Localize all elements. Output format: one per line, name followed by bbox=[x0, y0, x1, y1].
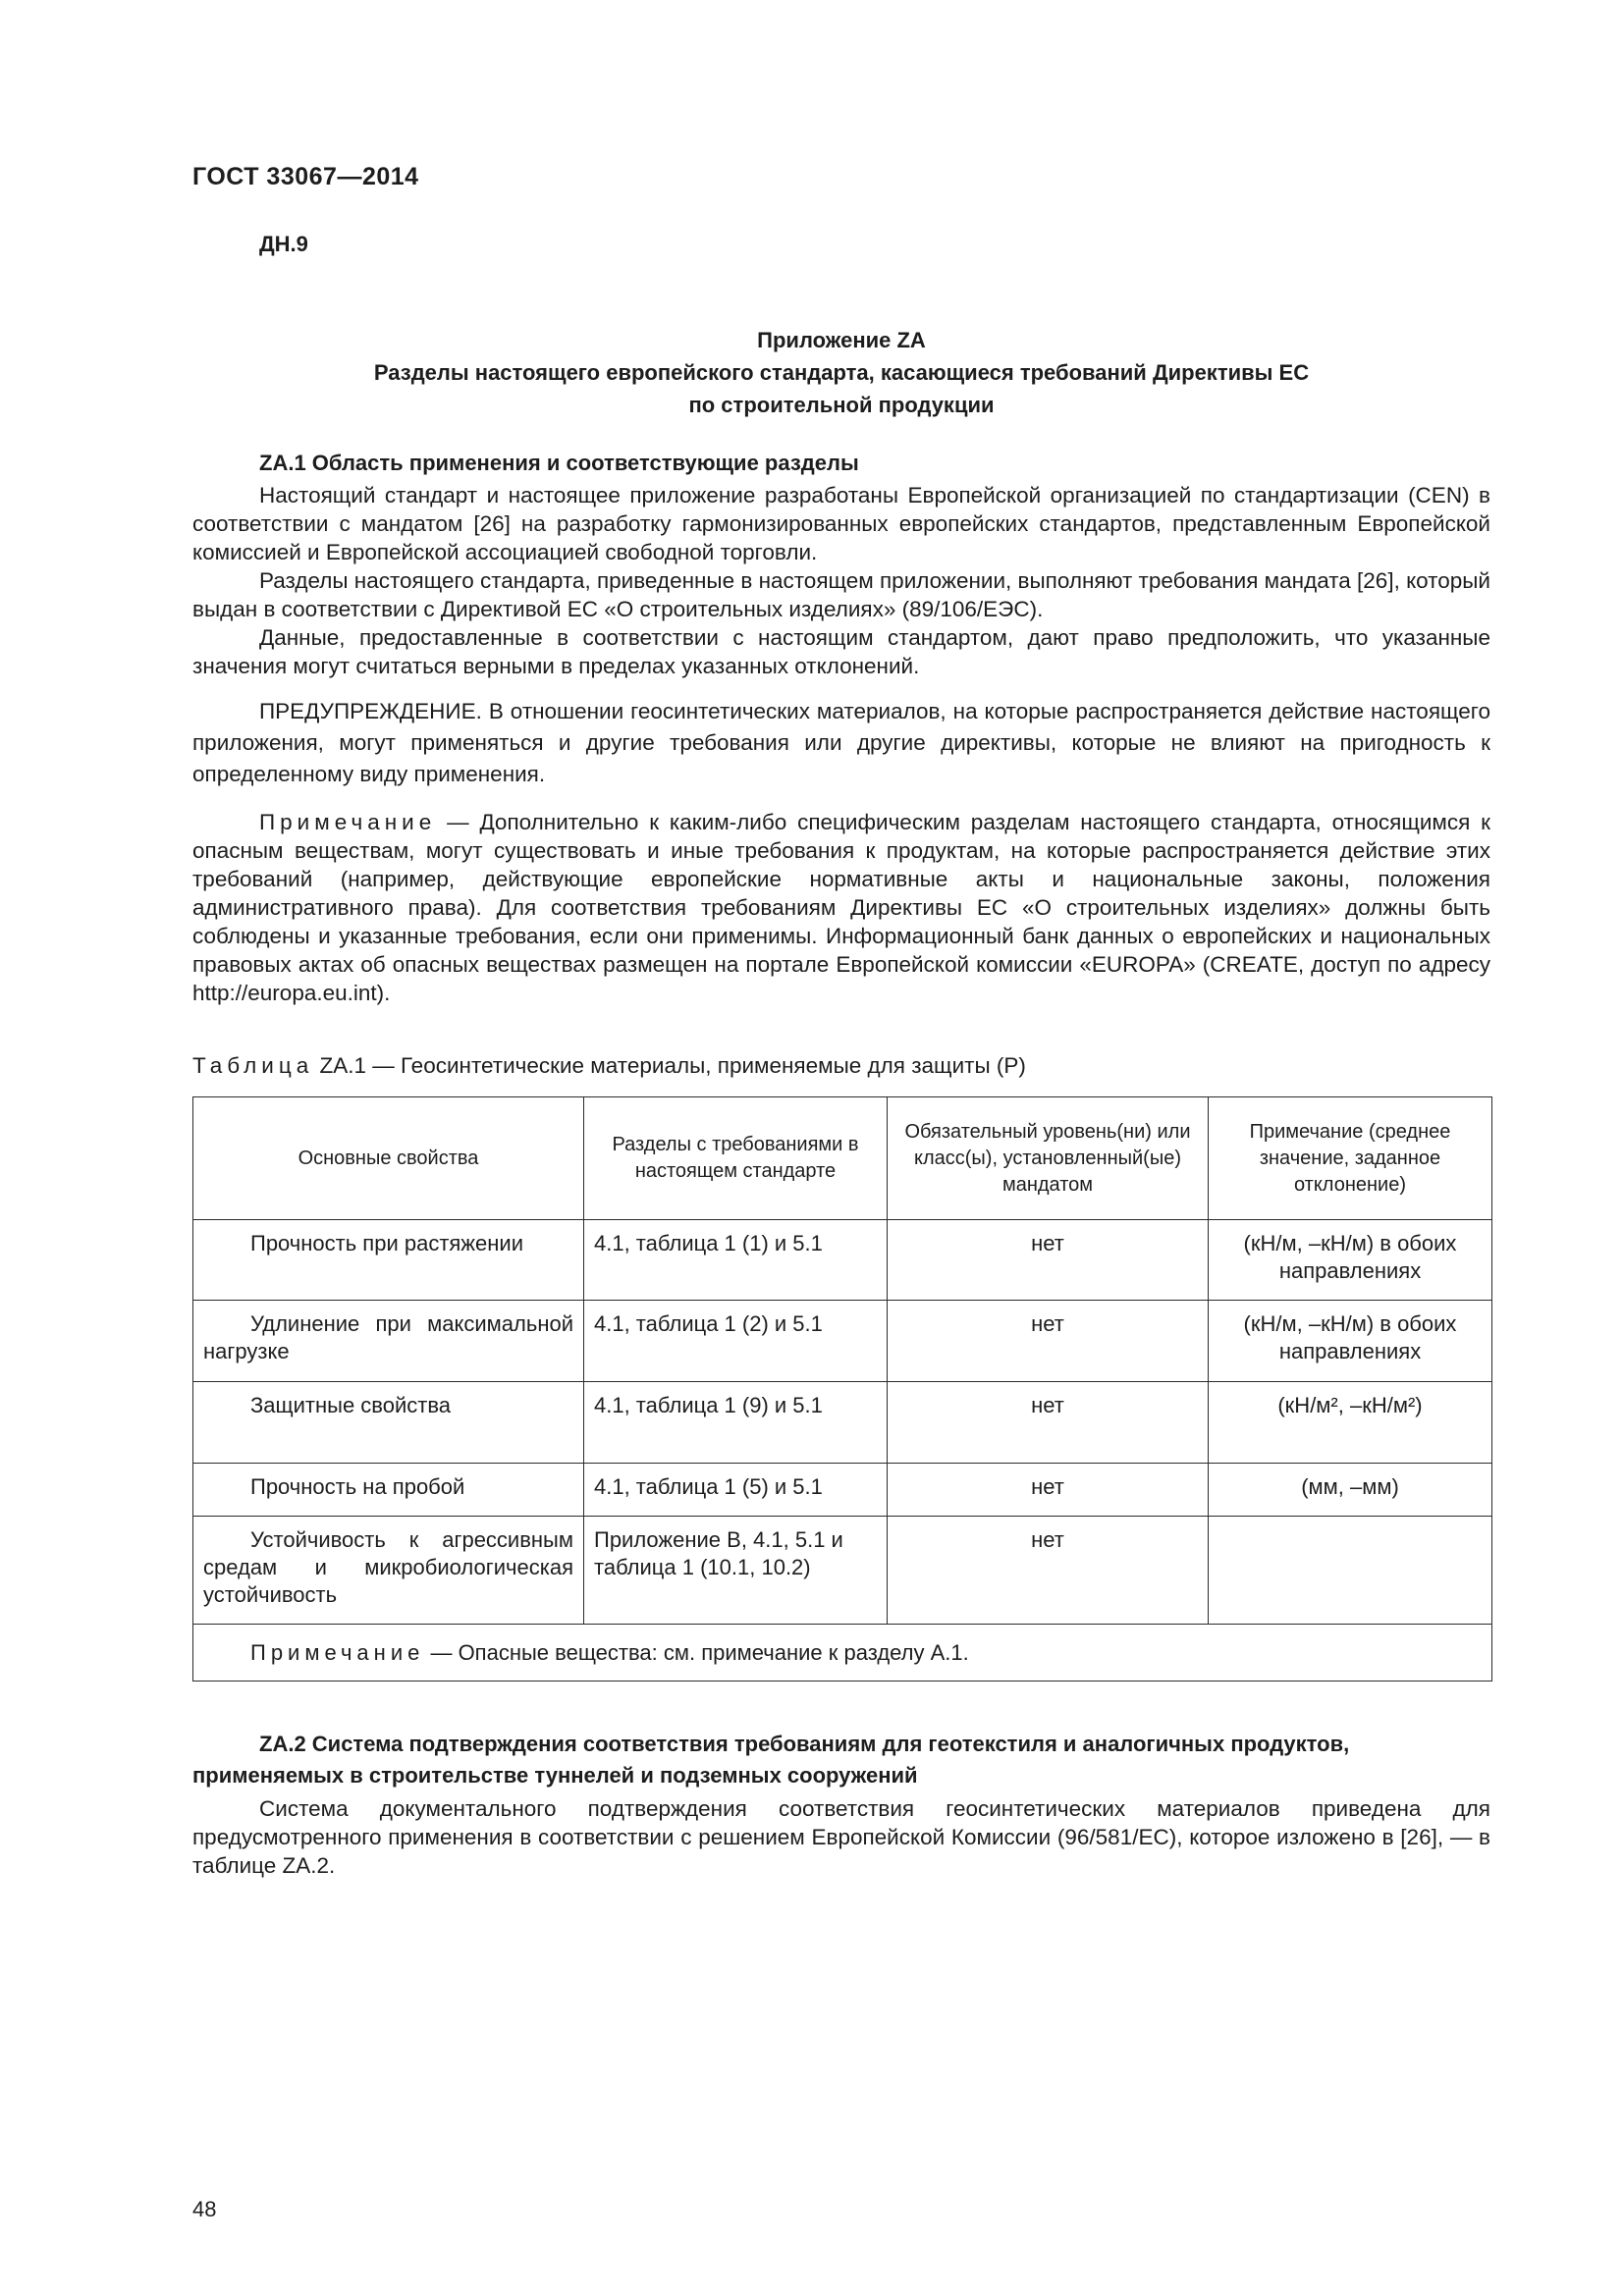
level-cell: нет bbox=[888, 1382, 1209, 1464]
annex-subtitle-1: Разделы настоящего европейского стандарта, касающиеся требований Директивы ЕС bbox=[373, 360, 1310, 385]
annex-subtitle-2: по строительной продукции bbox=[688, 393, 995, 417]
property-cell: Устойчивость к агрессивным средам и микробиологическая устойчивость bbox=[193, 1517, 584, 1625]
za2-body bbox=[192, 1794, 1490, 1880]
properties-table bbox=[192, 1096, 1492, 1682]
sections-cell: 4.1, таблица 1 (1) и 5.1 bbox=[584, 1220, 888, 1301]
property-cell: Прочность на пробой bbox=[193, 1464, 584, 1517]
level-cell: нет bbox=[888, 1464, 1209, 1517]
annex-title-block bbox=[192, 324, 1490, 421]
za2-heading-line-2: применяемых в строительстве туннелей и подземных сооружений bbox=[192, 1763, 918, 1788]
table-caption bbox=[192, 1053, 1026, 1079]
za1-heading: ZA.1 Область применения и соответствующие разделы bbox=[259, 451, 859, 475]
property-cell: Удлинение при максимальной нагрузке bbox=[193, 1301, 584, 1382]
za1-paragraph-1: Настоящий стандарт и настоящее приложение разработаны Европейской организацией по стандартизации (CEN) в соответствии с мандатом [26] на разработку гармонизированных европейских стандартов, представленным Европейской комиссией и Европейской ассоциацией свободной торговли. bbox=[192, 483, 1490, 564]
header-cell: Основные свойства bbox=[193, 1097, 584, 1220]
za2-paragraph-1: Система документального подтверждения соответствия геосинтетических материалов приведена для предусмотренного применения в соответствии с решением Европейской Комиссии (96/581/ЕС), которое изложено в [26], — в таблице ZA.2. bbox=[192, 1796, 1490, 1878]
za1-paragraph-3: Данные, предоставленные в соответствии с настоящим стандартом, дают право предположить, что указанные значения могут считаться верными в пределах указанных отклонений. bbox=[192, 625, 1490, 678]
table-note-cell bbox=[193, 1625, 1492, 1682]
table-note-text: — Опасные вещества: см. примечание к разделу А.1. bbox=[424, 1639, 969, 1665]
document-header: ГОСТ 33067—2014 bbox=[192, 163, 419, 190]
header-cell: Разделы с требованиями в настоящем стандарте bbox=[584, 1097, 888, 1220]
sections-cell: 4.1, таблица 1 (2) и 5.1 bbox=[584, 1301, 888, 1382]
level-cell: нет bbox=[888, 1220, 1209, 1301]
table-caption-text: ZA.1 — Геосинтетические материалы, применяемые для защиты (P) bbox=[313, 1053, 1026, 1078]
note-cell: (кН/м², –кН/м²) bbox=[1209, 1382, 1492, 1464]
property-cell: Прочность при растяжении bbox=[193, 1220, 584, 1301]
table-row bbox=[193, 1517, 1492, 1625]
note-paragraph bbox=[192, 808, 1490, 1007]
note-cell: (мм, –мм) bbox=[1209, 1464, 1492, 1517]
table-caption-label: Таблица bbox=[192, 1053, 314, 1078]
section-label: ДН.9 bbox=[259, 232, 308, 256]
sections-cell: 4.1, таблица 1 (5) и 5.1 bbox=[584, 1464, 888, 1517]
table-note-label: Примечание bbox=[250, 1639, 425, 1665]
page-number: 48 bbox=[192, 2197, 217, 2221]
table-row bbox=[193, 1382, 1492, 1464]
za2-heading-line-1: ZA.2 Система подтверждения соответствия требованиям для геотекстиля и аналогичных продуктов, bbox=[259, 1732, 1350, 1756]
note-cell bbox=[1209, 1517, 1492, 1625]
table-row bbox=[193, 1301, 1492, 1382]
level-cell: нет bbox=[888, 1517, 1209, 1625]
table-row bbox=[193, 1464, 1492, 1517]
note-cell: (кН/м, –кН/м) в обоих направлениях bbox=[1209, 1301, 1492, 1382]
warning-paragraph: ПРЕДУПРЕЖДЕНИЕ. В отношении геосинтетических материалов, на которые распространяется действие настоящего приложения, могут применяться и другие требования или другие директивы, которые не влияют на пригодность к определенному виду применения. bbox=[192, 699, 1490, 786]
sections-cell: Приложение B, 4.1, 5.1 и таблица 1 (10.1, 10.2) bbox=[584, 1517, 888, 1625]
note-cell: (кН/м, –кН/м) в обоих направлениях bbox=[1209, 1220, 1492, 1301]
header-cell: Обязательный уровень(ни) или класс(ы), установленный(ые) мандатом bbox=[888, 1097, 1209, 1220]
table-row bbox=[193, 1220, 1492, 1301]
table-note-row bbox=[193, 1625, 1492, 1682]
header-cell: Примечание (среднее значение, заданное отклонение) bbox=[1209, 1097, 1492, 1220]
za2-heading bbox=[192, 1729, 1490, 1791]
table-header-row bbox=[193, 1097, 1492, 1220]
note-label: Примечание bbox=[259, 810, 437, 834]
property-cell: Защитные свойства bbox=[193, 1382, 584, 1464]
level-cell: нет bbox=[888, 1301, 1209, 1382]
annex-title: Приложение ZA bbox=[757, 328, 926, 352]
sections-cell: 4.1, таблица 1 (9) и 5.1 bbox=[584, 1382, 888, 1464]
za1-body bbox=[192, 481, 1490, 1007]
za1-paragraph-2: Разделы настоящего стандарта, приведенные в настоящем приложении, выполняют требования мандата [26], который выдан в соответствии с Директивой ЕС «О строительных изделиях» (89/106/ЕЭС). bbox=[192, 568, 1491, 621]
note-text: — Дополнительно к каким-либо специфическим разделам настоящего стандарта, относящимся к опасным веществам, могут существовать и иные требования к продуктам, на которые распространяется действие этих требований (например, действующие европейские нормативные акты и национальные законы, положения административного права). Для соответствия требованиям Директивы ЕС «О строительных изделиях» должны быть соблюдены и указанные требования, если они применимы. Информационный банк данных о европейских и национальных правовых актах об опасных веществах размещен на портале Европейской комиссии «EUROPA» (CREATE, доступ по адресу http://europa.eu.int). bbox=[192, 810, 1490, 1005]
